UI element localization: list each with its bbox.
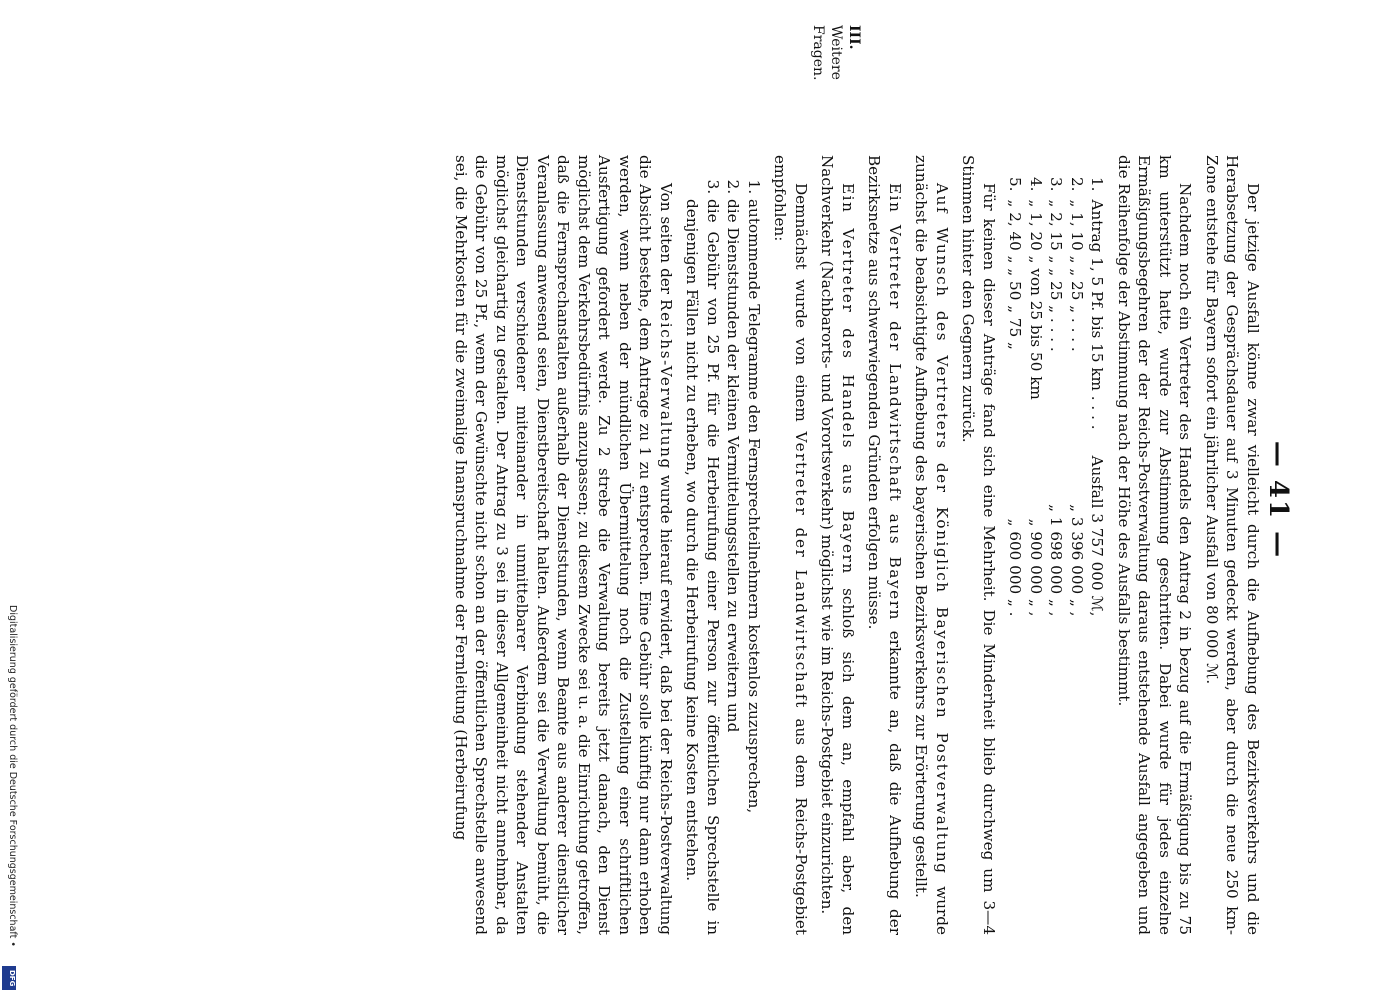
- paragraph: [864, 155, 905, 935]
- margin-note-label: Weitere Fragen.: [810, 25, 844, 81]
- antrag-number: 2.: [1068, 177, 1086, 192]
- antrag-description: „ 2, 15 „ „ 25 „ . . . .: [1047, 199, 1066, 352]
- body-text: [445, 155, 1264, 935]
- paragraph-rest: aus dem Reichs-Postgebiet empfohlen:: [771, 155, 810, 936]
- paragraph: Für keinen dieser Anträge fand sich eine Mehrheit. Die Minderheit blieb durchweg um 3—4 Stimmen hinter den Gegnern zurück.: [959, 155, 998, 935]
- spaced-phrase: Ein Vertreter der Landwirtschaft aus Bayern: [886, 183, 904, 621]
- antrag-ausfall: „ 600 000 „ .: [1006, 518, 1025, 617]
- list-item: 3. die Gebühr von 25 Pf. für die Herbeirufung einer Person zur öffentlichen Sprechstelle in denjenigen Fällen nicht zu erheben, wo durch die Herbeirufung keine Kosten entstehen.: [682, 199, 723, 935]
- table-row: [1067, 177, 1088, 625]
- table-row: [1005, 177, 1026, 625]
- antrag-description: Antrag 1, 5 Pf. bis 15 km . . . .: [1088, 199, 1107, 430]
- antrag-number: 3.: [1047, 177, 1066, 192]
- margin-note-roman: III.: [846, 25, 862, 50]
- antrag-ausfall: „ 1 698 000 „ ,: [1047, 504, 1066, 617]
- table-row: [1026, 177, 1047, 625]
- page-number: — 41 —: [1263, 440, 1293, 560]
- dfg-logo: DFG: [2, 966, 16, 990]
- spaced-phrase: Reichs-Verwaltung: [657, 299, 675, 470]
- table-row: [1046, 177, 1067, 625]
- antrag-description: „ 1, 20 „ von 25 bis 50 km: [1027, 199, 1045, 400]
- paragraph-rest: schloß sich dem an, empfahl aber, den Nachverkehr (Nachbarorts- und Vorortsverkehr) möglichst wie im Reichs-Postgebiet einzurichten.: [818, 155, 857, 935]
- paragraph-rest: wurde zunächst die beabsichtigte Aufhebung des bayerischen Bezirksverkehrs zur Erörterung gestellt.: [912, 155, 951, 935]
- antrag-ausfall: „ 900 000 „ ,: [1027, 518, 1045, 617]
- antrag-ausfall: „ 3 396 000 „ ,: [1068, 504, 1086, 617]
- paragraph: [817, 155, 858, 935]
- antrag-description: „ 1, 10 „ „ 25 „ . . . .: [1068, 199, 1086, 352]
- paragraph-rest: wurde hierauf erwidert, daß bei der Reichs-Postverwaltung die Absicht bestehe, dem Antrage zu 1 zu entsprechen. Eine Gebühr solle künftig nur dann erhoben werden, wenn neben der mündlichen Übermittelung noch die Zustellung einer schriftlichen Ausfertigung gefordert werde. Zu 2 strebe die Verwaltung bereits jetzt danach, den Dienst möglichst dem Verkehrsbedürfnis anzupassen; zu diesem Zwecke sei u. a. die Einrichtung getroffen, daß die Fernsprechanstalten außerhalb der Dienststunden, wenn Beamte aus anderer dienstlicher Veranlassung anwesend seien, Dienstbereitschaft halten. Außerdem sei die Verwaltung bemüht, die Dienststunden verschiedener miteinander in unmittelbarer Verbindung stehender Anstalten möglichst gleichartig zu gestalten. Der Antrag zu 3 sei in dieser Allgemeinheit nicht annehmbar, da die Gebühr von 25 Pf., wenn der Gewünschte nicht schon an der öffentlichen Sprechstelle anwesend sei, die Mehrkosten für die zweimalige Inanspruchnahme der Fernleitung (Herbeirufung: [452, 155, 675, 935]
- empfehlungen-list: [682, 155, 764, 935]
- spaced-phrase: Vertreter der Landwirtschaft: [792, 431, 810, 709]
- footer-strip: [0, 0, 20, 1000]
- margin-note: [809, 25, 863, 135]
- list-item: 1. autommende Telegramme den Fernsprechteilnehmern kostenlos zuzusprechen,: [744, 199, 765, 935]
- paragraph: Nachdem noch ein Vertreter des Handels den Antrag 2 in bezug auf die Ermäßigung bis zu 75 km unterstützt hatte, wurde zur Abstimmung geschritten. Dabei wurde für jedes einzelne Ermäßigungsbegehren der der Reichs-Postverwaltung daraus entstehende Ausfall angegeben und die Reihenfolge der Abstimmung nach der Höhe des Ausfalls bestimmt.: [1115, 155, 1195, 935]
- paragraph: [911, 155, 952, 935]
- spaced-phrase: Ein Vertreter des Handels aus Bayern: [839, 183, 857, 575]
- antrag-ausfall: Ausfall 3 757 000 ℳ,: [1088, 455, 1107, 617]
- paragraph: [770, 155, 811, 935]
- antraege-table: [1005, 177, 1108, 625]
- antrag-number: 5.: [1006, 177, 1025, 192]
- paragraph-pre: Demnächst wurde von einem: [792, 183, 810, 432]
- antrag-description: „ 2, 40 „ „ 50 „ 75 „: [1006, 199, 1025, 350]
- paragraph: Der jetzige Ausfall könne zwar vielleicht durch die Aufhebung des Bezirksverkehrs und die Herabsetzung der Gesprächsdauer auf 3 Minuten gedeckt werden, aber durch die neue 250 km-Zone entstehe für Bayern sofort ein jährlicher Ausfall von 80 000 ℳ.: [1203, 155, 1262, 935]
- paragraph-pre: Von seiten der: [657, 183, 675, 300]
- footer-text: Digitalisierung gefördert durch die Deutsche Forschungsgemeinschaft •: [7, 605, 18, 947]
- table-row: [1087, 177, 1108, 625]
- antrag-number: 4.: [1027, 177, 1045, 192]
- spaced-phrase: Auf Wunsch des Vertreters der Königlich Bayerischen Postverwaltung: [933, 183, 951, 875]
- list-item: 2. die Dienststunden der kleinen Vermittelungsstellen zu erweitern und: [723, 199, 744, 935]
- paragraph-rest: erkannte an, daß die Aufhebung der Bezirksnetze aus schwerwiegenden Gründen erfolgen müsse.: [865, 155, 904, 935]
- paragraph: [451, 155, 677, 935]
- antrag-number: 1.: [1088, 177, 1107, 192]
